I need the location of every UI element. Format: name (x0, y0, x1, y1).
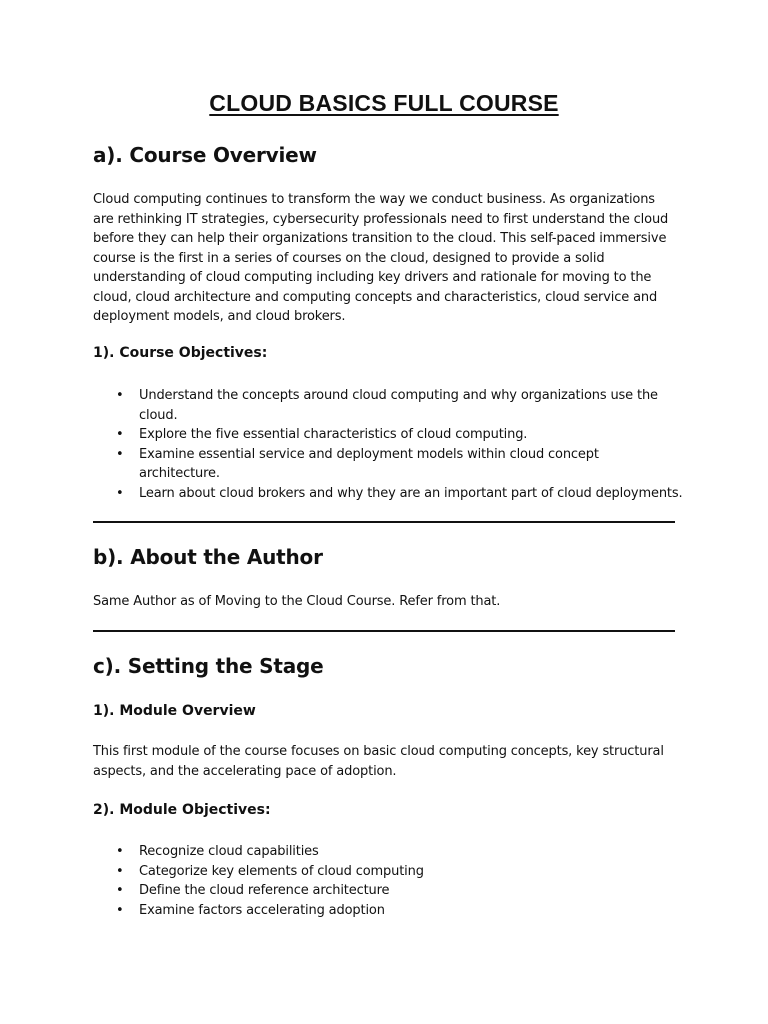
about-author-paragraph: Same Author as of Moving to the Cloud Course. Refer from that. (93, 594, 501, 609)
list-item-text: Learn about cloud brokers and why they are an important part of cloud deployments. (139, 485, 683, 501)
module-overview-heading: 1). Module Overview (93, 703, 256, 719)
bullet-icon: • (116, 427, 124, 442)
course-overview-paragraph: Cloud computing continues to transform the way we conduct business. As organizations are rethinking IT strategies, cybersecurity professionals need to first understand the cloud before they can help their organizations transition to the cloud. This self-paced immersive course is the first in a series of courses on the cloud, designed to provide a solid understanding of cloud computing including key drivers and rationale for moving to the cloud, cloud architecture and computing concepts and characteristics, cloud service and deployment models, and cloud brokers. (93, 192, 669, 324)
list-item (93, 425, 683, 445)
list-item (93, 842, 683, 862)
module-objectives-list (93, 842, 683, 920)
module-objectives-heading: 2). Module Objectives: (93, 802, 271, 818)
list-item-text: Examine essential service and deployment models within cloud concept architecture. (139, 446, 599, 481)
course-objectives-heading: 1). Course Objectives: (93, 345, 268, 361)
section-divider (93, 521, 675, 523)
bullet-icon: • (116, 883, 124, 898)
course-objectives-list (93, 386, 683, 503)
list-item-text: Understand the concepts around cloud computing and why organizations use the cloud. (139, 388, 658, 423)
bullet-icon: • (116, 485, 124, 501)
bullet-icon: • (116, 844, 124, 859)
module-overview-paragraph: This first module of the course focuses on basic cloud computing concepts, key structural aspects, and the accelerating pace of adoption. (93, 744, 664, 779)
bullet-icon: • (116, 863, 124, 879)
section-heading-course-overview: a). Course Overview (93, 143, 317, 167)
list-item (93, 881, 683, 901)
list-item (93, 862, 683, 882)
list-item (93, 901, 683, 921)
list-item-text: Categorize key elements of cloud computing (139, 863, 424, 879)
list-item (93, 484, 683, 504)
bullet-icon: • (116, 902, 124, 918)
list-item-text: Examine factors accelerating adoption (139, 902, 385, 918)
list-item (93, 386, 683, 425)
section-heading-setting-stage: c). Setting the Stage (93, 654, 324, 678)
document-title: CLOUD BASICS FULL COURSE (209, 90, 559, 116)
list-item-text: Explore the five essential characteristics of cloud computing. (139, 427, 528, 442)
bullet-icon: • (116, 446, 124, 462)
bullet-icon: • (116, 388, 124, 403)
list-item (93, 445, 683, 484)
list-item-text: Recognize cloud capabilities (139, 844, 319, 859)
list-item-text: Define the cloud reference architecture (139, 883, 390, 898)
section-divider (93, 630, 675, 632)
section-heading-about-author: b). About the Author (93, 545, 323, 569)
